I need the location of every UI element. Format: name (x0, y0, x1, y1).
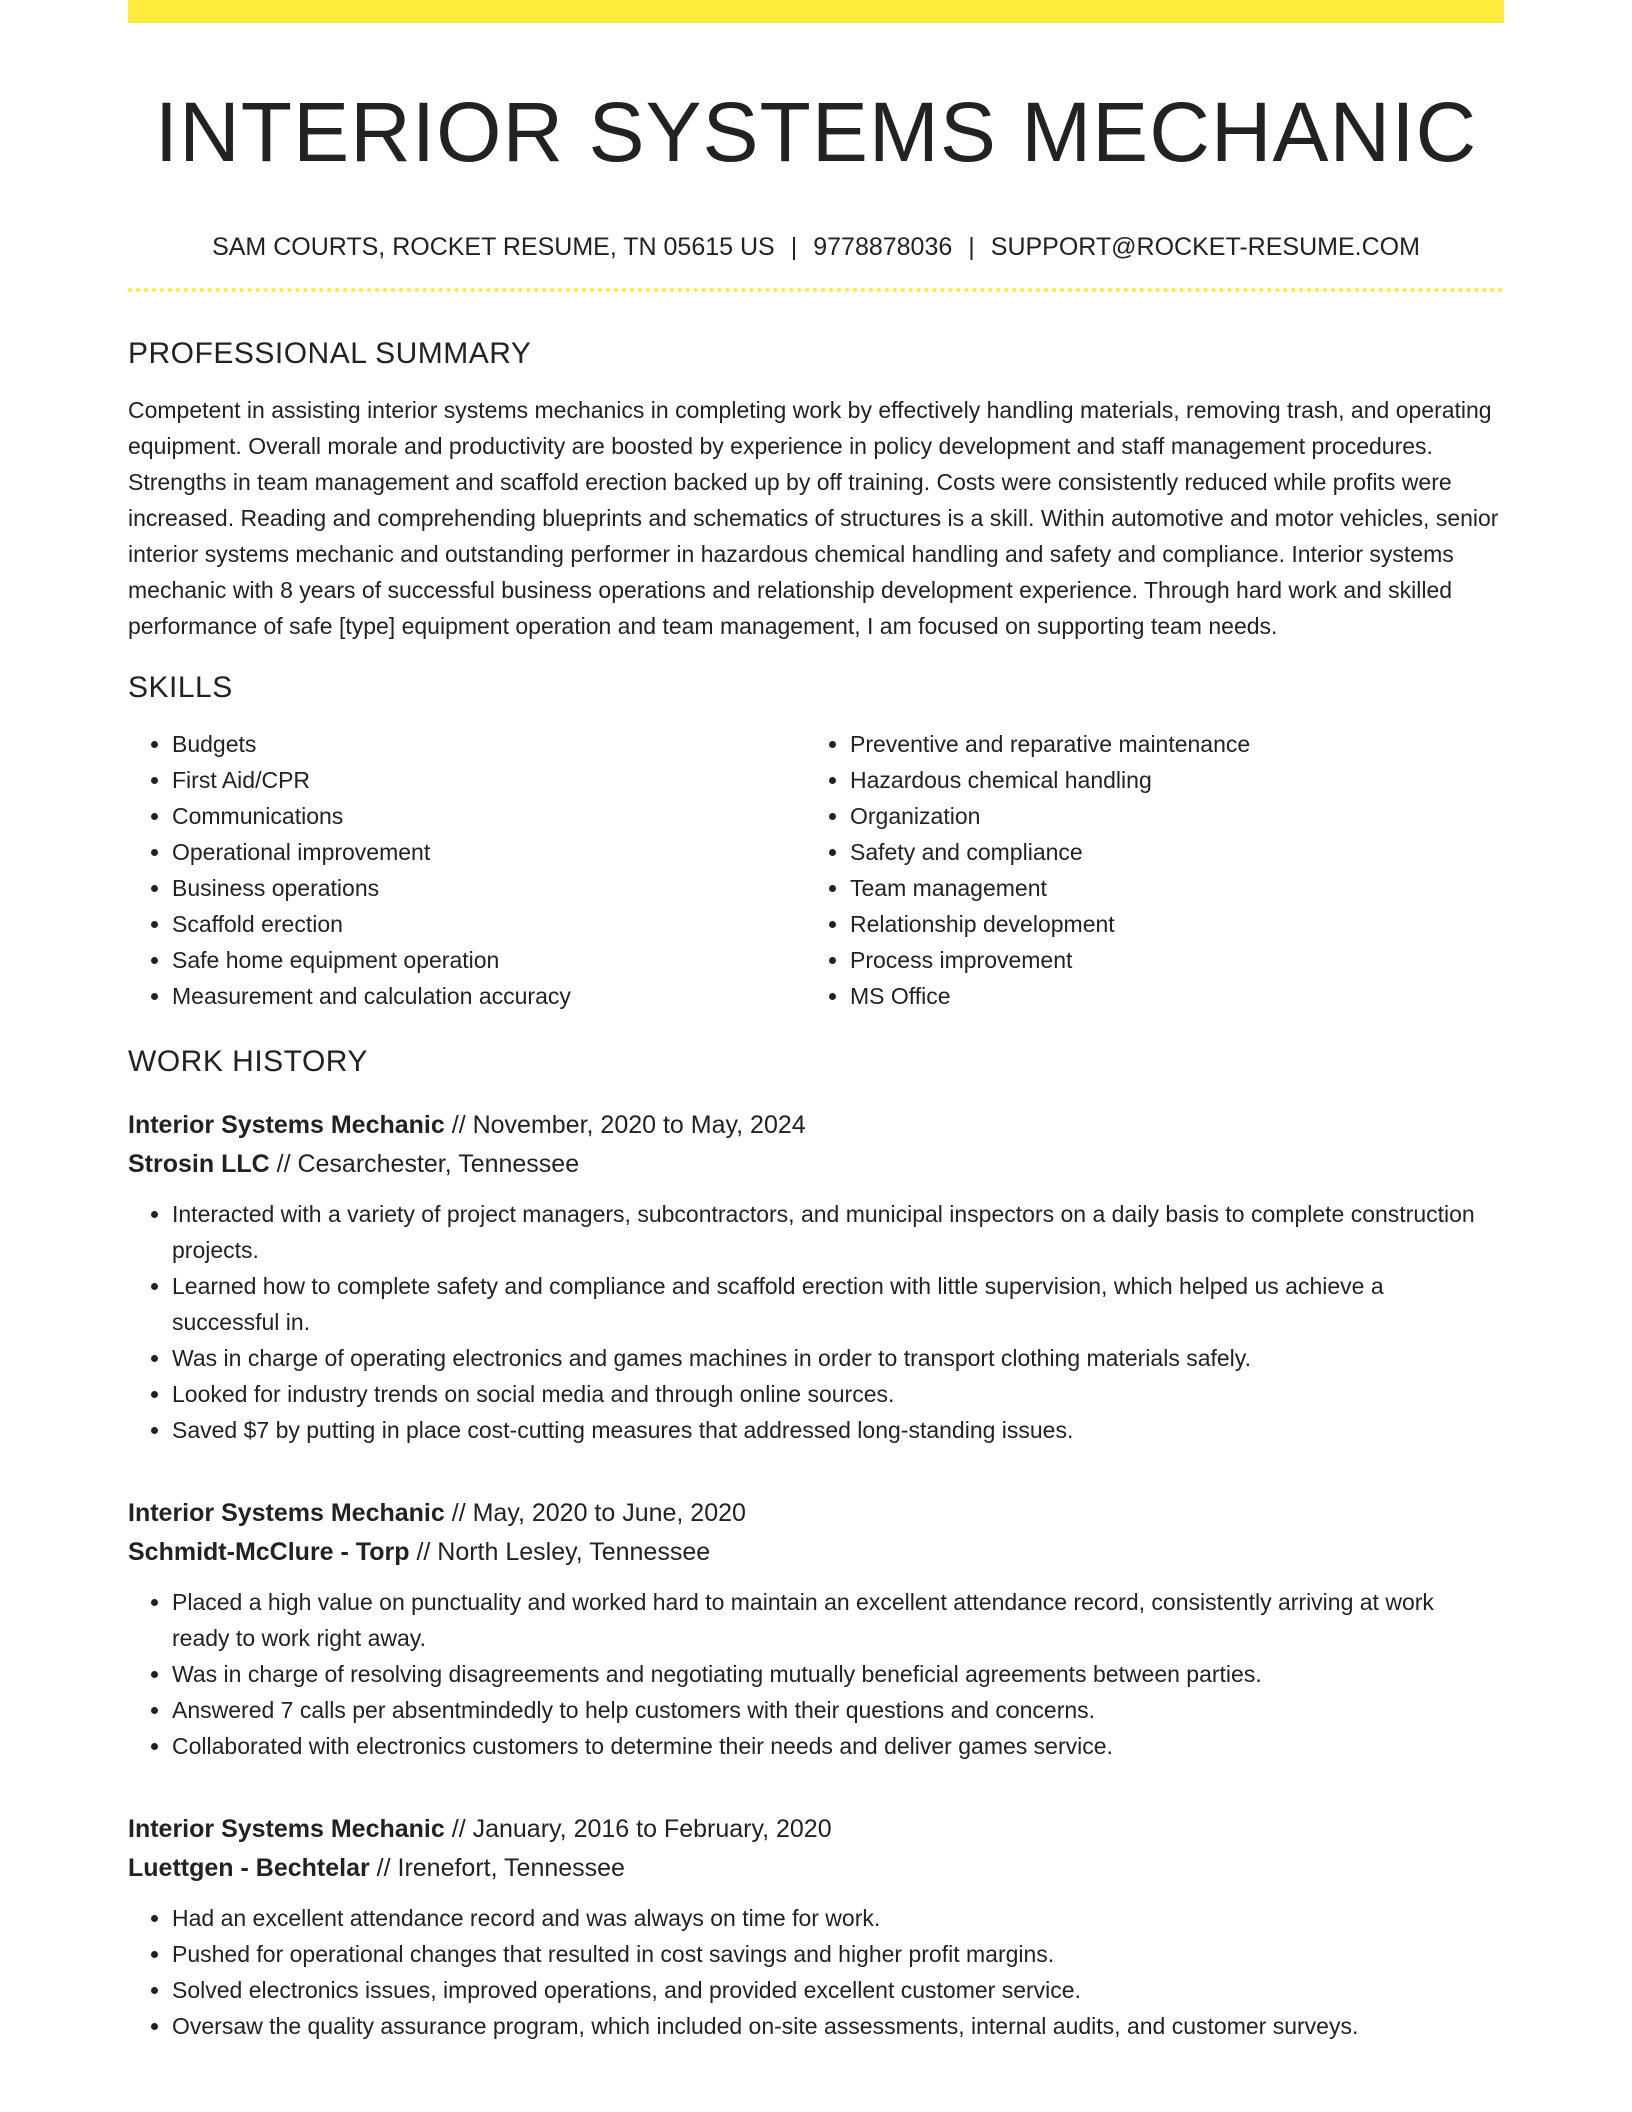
work-history-heading: WORK HISTORY (128, 1045, 368, 1078)
job-bullet: • Placed a high value on punctuality and worked hard to maintain an excellent attendance record, consistently arriving at work ready to work right away. (172, 1584, 1504, 1656)
skills-heading: SKILLS (128, 671, 233, 704)
job-title: Interior Systems Mechanic (128, 1499, 445, 1527)
skill-item: • Process improvement (850, 942, 1504, 978)
job-bullet: • Collaborated with electronics customers to determine their needs and deliver games service. (172, 1728, 1504, 1764)
job-bullet: • Answered 7 calls per absentmindedly to help customers with their questions and concerns. (172, 1692, 1504, 1728)
job-company-line (128, 1145, 1504, 1184)
job-bullet: • Was in charge of resolving disagreements and negotiating mutually beneficial agreements between parties. (172, 1656, 1504, 1692)
resume-title: INTERIOR SYSTEMS MECHANIC (154, 85, 1478, 179)
summary-heading: PROFESSIONAL SUMMARY (128, 337, 532, 370)
job-entry (128, 1106, 1504, 1448)
job-company: Strosin LLC (128, 1150, 270, 1178)
skill-item: • Communications (172, 798, 806, 834)
skill-item: • Preventive and reparative maintenance (850, 726, 1504, 762)
job-entry (128, 1494, 1504, 1764)
job-title-line (128, 1810, 1504, 1849)
dotted-divider (128, 288, 1504, 292)
job-location: // North Lesley, Tennessee (416, 1538, 711, 1566)
job-bullets (128, 1584, 1504, 1764)
job-bullet: • Oversaw the quality assurance program, which included on-site assessments, internal audits, and customer surveys. (172, 2008, 1504, 2044)
job-bullet: • Solved electronics issues, improved operations, and provided excellent customer service. (172, 1972, 1504, 2008)
contact-separator: | (790, 233, 798, 261)
job-location: // Irenefort, Tennessee (376, 1854, 625, 1882)
skill-item: • MS Office (850, 978, 1504, 1014)
summary-text: Competent in assisting interior systems mechanics in completing work by effectively handling materials, removing trash, and operating equipment. Overall morale and productivity are boosted by experience in policy development and staff management procedures. Strengths in team management and scaffold erection backed up by off training. Costs were consistently reduced while profits were increased. Reading and comprehending blueprints and schematics of structures is a skill. Within automotive and motor vehicles, senior interior systems mechanic and outstanding performer in hazardous chemical handling and safety and compliance. Interior systems mechanic with 8 years of successful business operations and relationship development experience. Through hard work and skilled performance of safe [type] equipment operation and team management, I am focused on supporting team needs. (128, 397, 1499, 639)
job-bullets (128, 1196, 1504, 1448)
skill-item: • Safe home equipment operation (172, 942, 806, 978)
job-bullet: • Had an excellent attendance record and was always on time for work. (172, 1900, 1504, 1936)
job-bullets (128, 1900, 1504, 2044)
job-title: Interior Systems Mechanic (128, 1815, 445, 1843)
resume-page (128, 0, 1504, 2044)
skills-column-left (128, 726, 806, 1014)
job-bullet: • Interacted with a variety of project managers, subcontractors, and municipal inspectors on a daily basis to complete construction projects. (172, 1196, 1504, 1268)
job-title-line (128, 1494, 1504, 1533)
contact-email: SUPPORT@ROCKET-RESUME.COM (990, 233, 1420, 261)
skill-item: • Measurement and calculation accuracy (172, 978, 806, 1014)
contact-line (128, 232, 1504, 262)
skill-item: • Scaffold erection (172, 906, 806, 942)
skill-item: • Business operations (172, 870, 806, 906)
top-accent-bar (128, 0, 1504, 23)
job-entry (128, 1810, 1504, 2044)
skill-item: • Team management (850, 870, 1504, 906)
job-title-line (128, 1106, 1504, 1145)
job-dates: // January, 2016 to February, 2020 (451, 1815, 832, 1843)
contact-separator: | (968, 233, 975, 261)
job-company: Schmidt-McClure - Torp (128, 1538, 410, 1566)
skill-item: • Safety and compliance (850, 834, 1504, 870)
job-company: Luettgen - Bechtelar (128, 1854, 370, 1882)
job-dates: // May, 2020 to June, 2020 (451, 1499, 746, 1527)
job-bullet: • Learned how to complete safety and compliance and scaffold erection with little supervision, which helped us achieve a successful in. (172, 1268, 1504, 1340)
contact-phone: 9778878036 (813, 233, 953, 261)
skill-item: • First Aid/CPR (172, 762, 806, 798)
contact-address: SAM COURTS, ROCKET RESUME, TN 05615 US (212, 233, 775, 261)
skill-item: • Hazardous chemical handling (850, 762, 1504, 798)
job-company-line (128, 1849, 1504, 1888)
job-bullet: • Was in charge of operating electronics and games machines in order to transport clothing materials safely. (172, 1340, 1504, 1376)
job-title: Interior Systems Mechanic (128, 1111, 445, 1139)
skill-item: • Budgets (172, 726, 806, 762)
job-bullet: • Looked for industry trends on social media and through online sources. (172, 1376, 1504, 1412)
job-company-line (128, 1533, 1504, 1572)
job-dates: // November, 2020 to May, 2024 (451, 1111, 806, 1139)
job-bullet: • Saved $7 by putting in place cost-cutting measures that addressed long-standing issues. (172, 1412, 1504, 1448)
job-location: // Cesarchester, Tennessee (276, 1150, 580, 1178)
skill-item: • Operational improvement (172, 834, 806, 870)
skills-list (128, 726, 1504, 1014)
job-bullet: • Pushed for operational changes that resulted in cost savings and higher profit margins. (172, 1936, 1504, 1972)
skills-column-right (806, 726, 1504, 1014)
skill-item: • Organization (850, 798, 1504, 834)
skill-item: • Relationship development (850, 906, 1504, 942)
